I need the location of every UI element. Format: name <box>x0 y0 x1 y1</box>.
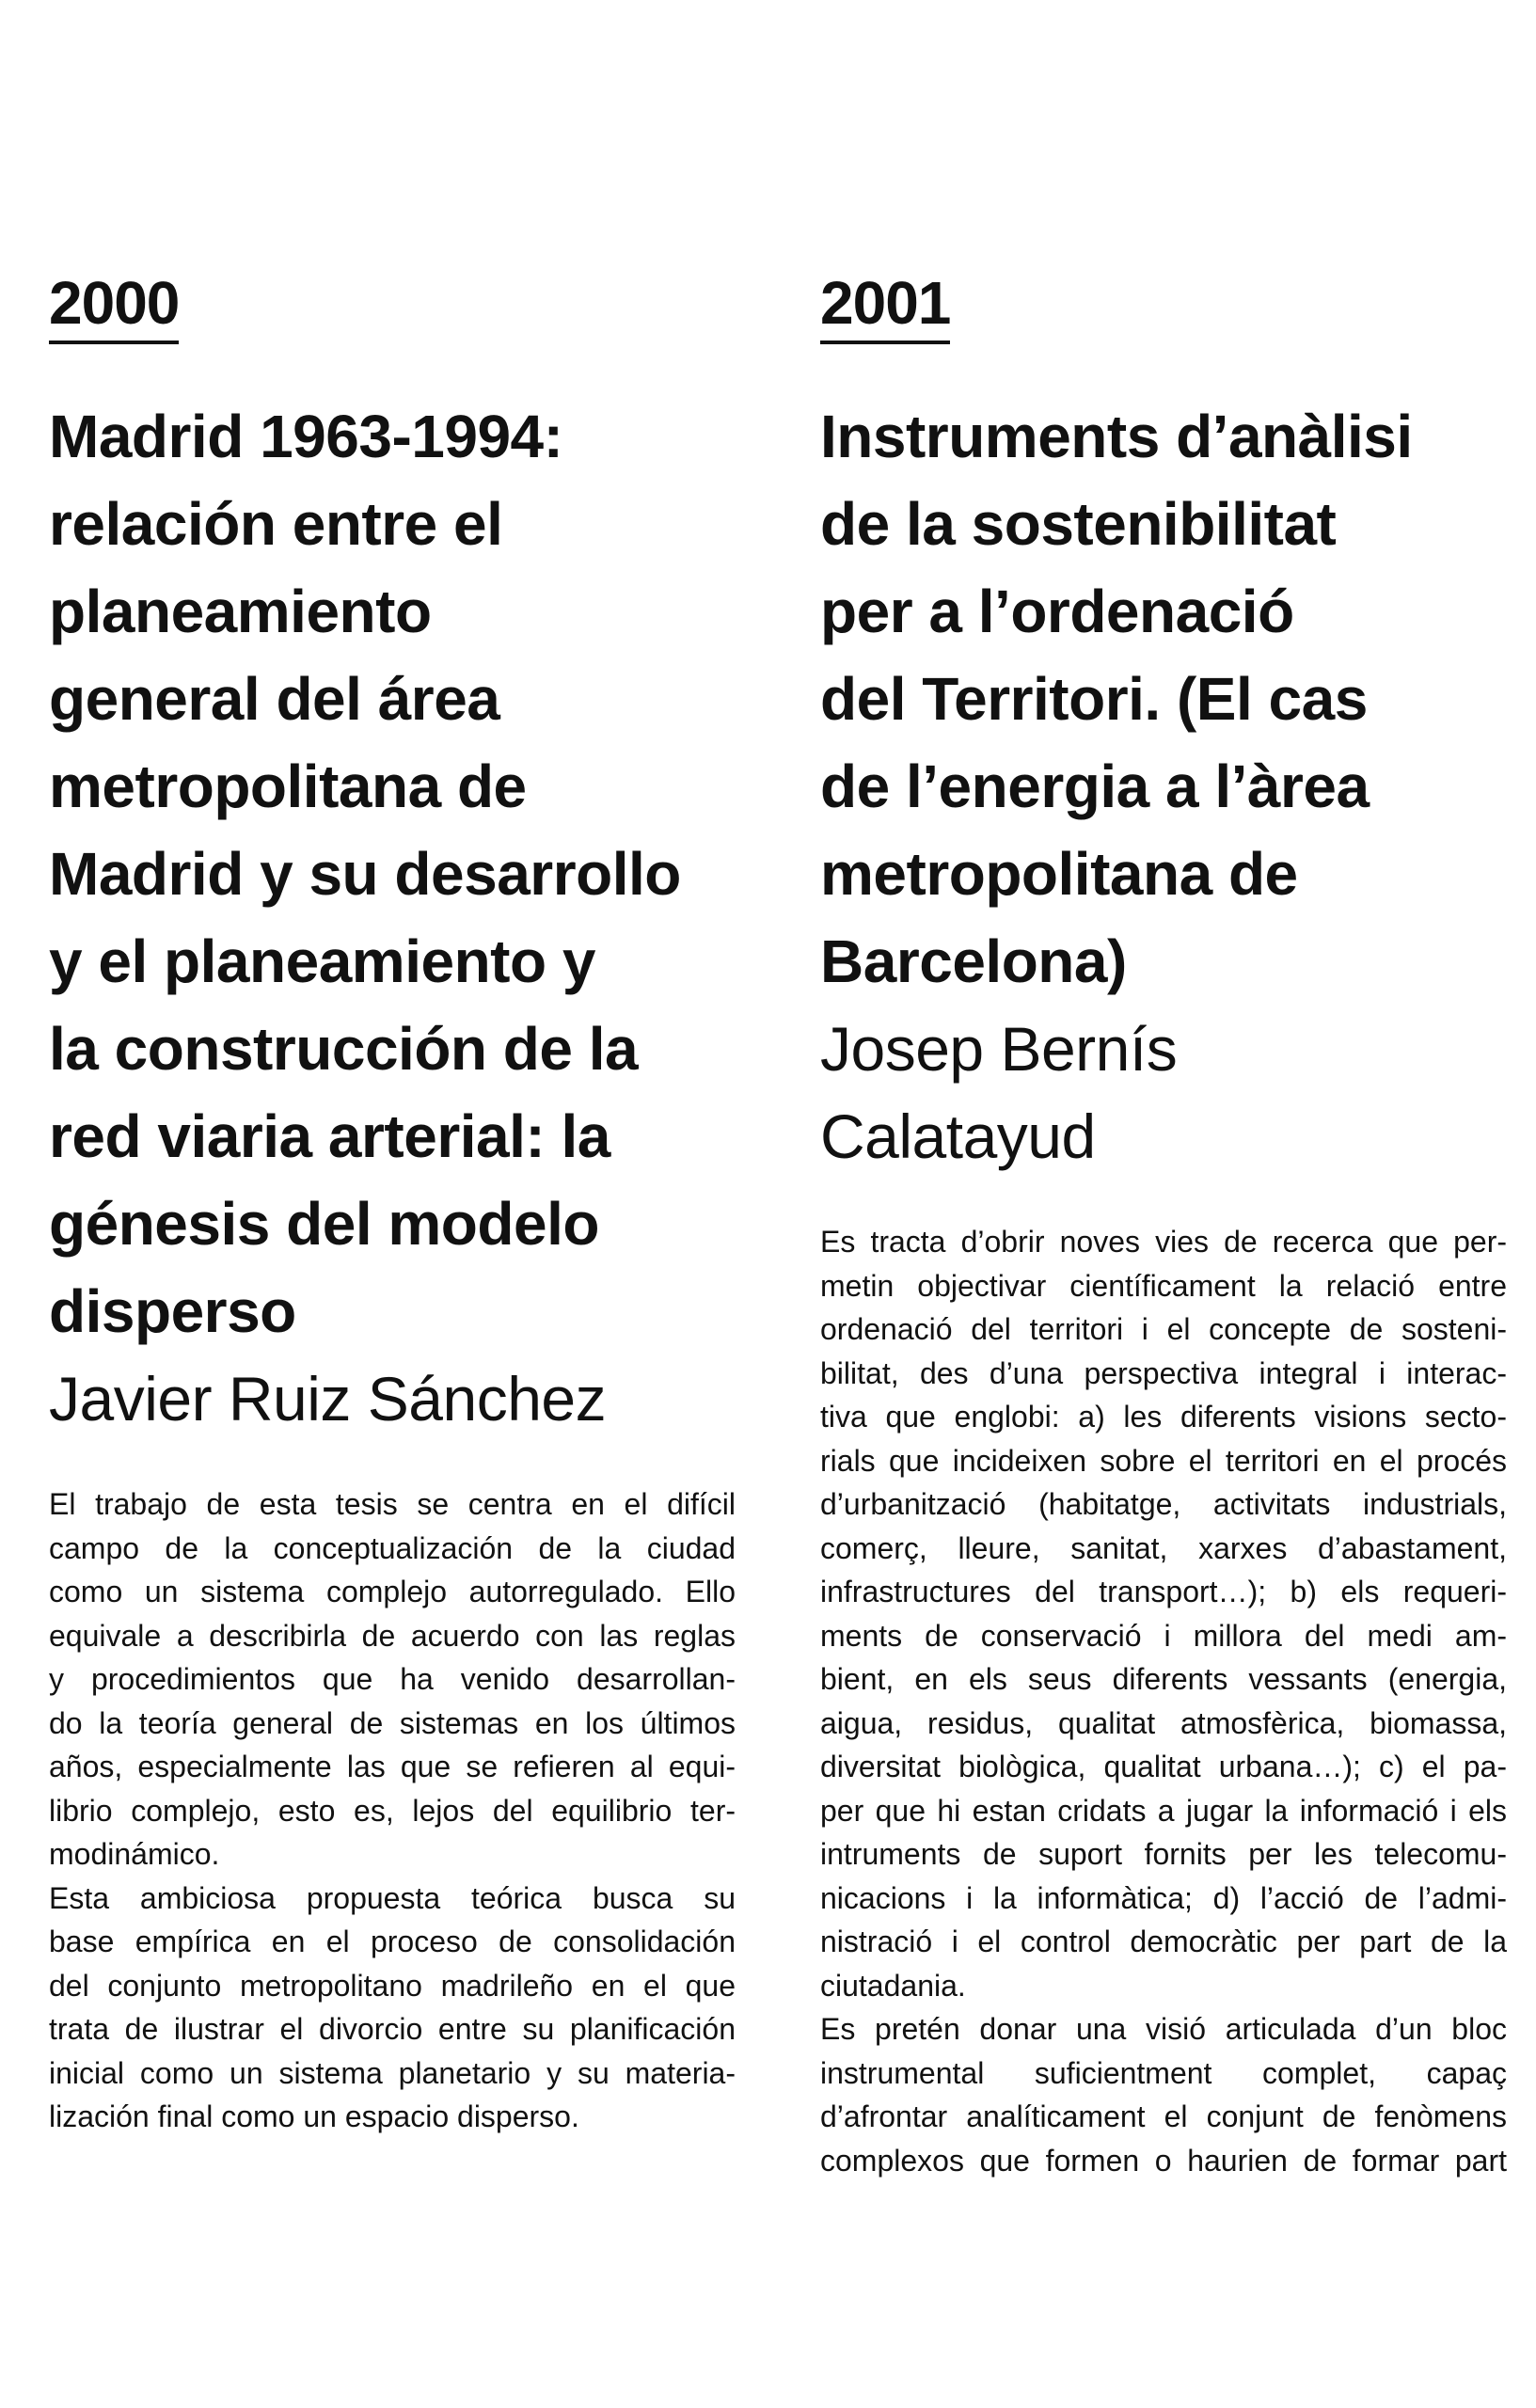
title-line: de l’energia a l’àrea <box>820 752 1370 820</box>
abstract-line: librio complejo, esto es, lejos del equilibrio ter- <box>49 1793 736 1828</box>
abstract-line: años, especialmente las que se refieren al equi- <box>49 1750 736 1783</box>
abstract-line: inicial como un sistema planetario y su materia- <box>49 2055 736 2090</box>
abstract-line: complexos que formen o haurien de formar part <box>820 2143 1507 2178</box>
title-line: la construcción de la <box>49 1015 639 1083</box>
abstract-line: nicacions i la informàtica; d) l’acció de l’admi- <box>820 1880 1507 1915</box>
abstract-line: tiva que englobi: a) les diferents visions secto- <box>820 1400 1507 1434</box>
abstract-line: ments de conservació i millora del medi am- <box>820 1618 1507 1653</box>
abstract-line: comerç, lleure, sanitat, xarxes d’abastament, <box>820 1530 1507 1565</box>
abstract-line: metin objectivar científicament la relació entre <box>820 1268 1507 1303</box>
abstract-line: intruments de suport fornits per les telecomu- <box>820 1837 1507 1871</box>
abstract-line: bient, en els seus diferents vessants (energia, <box>820 1662 1507 1696</box>
title-line: de la sostenibilitat <box>820 490 1337 558</box>
title-line: metropolitana de <box>820 840 1298 908</box>
left-column <box>49 265 736 2139</box>
title-line: metropolitana de <box>49 752 527 820</box>
abstract-line: aigua, residus, qualitat atmosfèrica, biomassa, <box>820 1705 1507 1740</box>
abstract-line: equivale a describirla de acuerdo con las reglas <box>49 1618 736 1653</box>
right-column <box>820 265 1507 2182</box>
abstract-line: d’urbanització (habitatge, activitats industrials, <box>820 1487 1507 1521</box>
abstract-line: Esta ambiciosa propuesta teórica busca su <box>49 1880 736 1915</box>
abstract-line: base empírica en el proceso de consolidación <box>49 1925 736 1958</box>
author-line: Calatayud <box>820 1101 1096 1171</box>
title-line: génesis del modelo <box>49 1190 599 1258</box>
abstract-line: campo de la conceptualización de la ciudad <box>49 1530 736 1565</box>
abstract-line: infrastructures del transport…); b) els requeri- <box>820 1575 1507 1608</box>
year-heading: 2001 <box>820 265 950 344</box>
abstract-line: Es tracta d’obrir noves vies de recerca que per- <box>820 1225 1507 1259</box>
title-line: planeamiento <box>49 578 432 645</box>
abstract-line: modinámico. <box>49 1837 220 1871</box>
title-line: Madrid y su desarrollo <box>49 840 681 908</box>
year-heading: 2000 <box>49 265 179 344</box>
title-line: general del área <box>49 665 500 733</box>
title-line: disperso <box>49 1277 296 1345</box>
author-line: Josep Bernís <box>820 1014 1178 1084</box>
abstract-line: del conjunto metropolitano madrileño en el que <box>49 1968 736 2003</box>
abstract-paragraph <box>49 1482 736 1877</box>
abstract-line: bilitat, des d’una perspectiva integral i interac- <box>820 1355 1507 1390</box>
abstract-line: do la teoría general de sistemas en los últimos <box>49 1705 736 1740</box>
title-line: relación entre el <box>49 490 503 558</box>
author-line: Javier Ruiz Sánchez <box>49 1364 607 1434</box>
title-line: del Territori. (El cas <box>820 665 1368 733</box>
title-line: Barcelona) <box>820 927 1127 995</box>
abstract-line: rials que incideixen sobre el territori en el procés <box>820 1443 1507 1478</box>
abstract-line: y procedimientos que ha venido desarrollan- <box>49 1662 736 1696</box>
abstract-line: ciutadania. <box>820 1968 966 2003</box>
title-line: y el planeamiento y <box>49 927 595 995</box>
abstract-line: nistració i el control democràtic per part de la <box>820 1925 1507 1958</box>
thesis-author <box>49 1355 736 1443</box>
abstract-line: per que hi estan cridats a jugar la informació i els <box>820 1793 1507 1828</box>
abstract-line: trata de ilustrar el divorcio entre su planificación <box>49 2012 736 2046</box>
abstract-paragraph <box>820 2007 1507 2182</box>
abstract-line: Es pretén donar una visió articulada d’un bloc <box>820 2012 1507 2046</box>
abstract-line: ordenació del territori i el concepte de sosteni- <box>820 1312 1507 1346</box>
abstract-line: d’afrontar analíticament el conjunt de fenòmens <box>820 2099 1507 2133</box>
abstract-line: instrumental suficientment complet, capaç <box>820 2055 1507 2090</box>
thesis-abstract <box>49 1482 736 2139</box>
thesis-author <box>820 1006 1507 1180</box>
abstract-line: diversitat biològica, qualitat urbana…); c) el pa- <box>820 1750 1507 1783</box>
abstract-line: El trabajo de esta tesis se centra en el difícil <box>49 1487 736 1521</box>
abstract-line: como un sistema complejo autorregulado. Ello <box>49 1575 736 1608</box>
abstract-paragraph <box>820 1220 1507 2007</box>
thesis-title <box>820 393 1507 1006</box>
title-line: Instruments d’anàlisi <box>820 403 1413 470</box>
title-line: red viaria arterial: la <box>49 1102 610 1170</box>
title-line: per a l’ordenació <box>820 578 1294 645</box>
thesis-abstract <box>820 1220 1507 2182</box>
abstract-paragraph <box>49 1877 736 2139</box>
thesis-title <box>49 393 736 1355</box>
title-line: Madrid 1963-1994: <box>49 403 563 470</box>
abstract-line: lización final como un espacio disperso. <box>49 2099 579 2133</box>
